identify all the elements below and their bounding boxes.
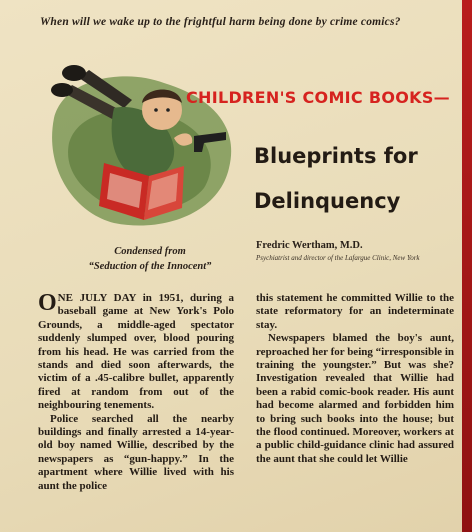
paragraph: Police searched all the nearby buildings and finally arrested a 14-year-old boy named Willie, described by the newspapers as “gun-happy.” In the apartment where Willie lived with his aunt the police [38, 412, 234, 492]
author-credential: Psychiatrist and director of the Lafargue Clinic, New York [256, 254, 420, 262]
condensed-line-2: “Seduction of the Innocent” [88, 261, 212, 272]
paragraph [38, 292, 234, 413]
paragraph-text: NE JULY DAY in 1951, during a baseball game at New York's Polo Grounds, a middle-aged spectator suddenly slumped over, blood pouring from his head. He was carried from the stands and died soon afterwards, the victim of a .45-calibre bullet, apparently fired at random from out of the neighbouring tenements. [38, 292, 234, 412]
paragraph: this statement he committed Willie to the state reformatory for an indeterminate stay. [256, 292, 454, 331]
article-column-1 [38, 292, 234, 532]
title-line-2: Delinquency [254, 189, 401, 213]
page-edge-strip [462, 0, 472, 532]
tagline: When will we wake up to the frightful harm being done by crime comics? [40, 16, 401, 28]
author-name: Fredric Wertham, M.D. [256, 240, 363, 251]
article-title [254, 134, 454, 224]
section-kicker: CHILDREN'S COMIC BOOKS— [186, 88, 450, 107]
condensed-from-note [60, 244, 240, 274]
condensed-line-1: Condensed from [114, 246, 186, 257]
boy-reading-comic-illustration [44, 48, 244, 238]
article-column-2 [256, 292, 454, 532]
title-line-1: Blueprints for [254, 144, 418, 168]
drop-cap: O [38, 292, 57, 316]
paragraph: Newspapers blamed the boy's aunt, reproached her for being “irresponsible in training the youngster.” But was she? Investigation revealed that Willie had been a rabid comic-book reader. His aunt had become alarmed and forbidden him to bring such books into the house; but the flood continued. Moreover, workers at a public child-guidance clinic had assured the aunt that she could let Willie [256, 332, 454, 465]
